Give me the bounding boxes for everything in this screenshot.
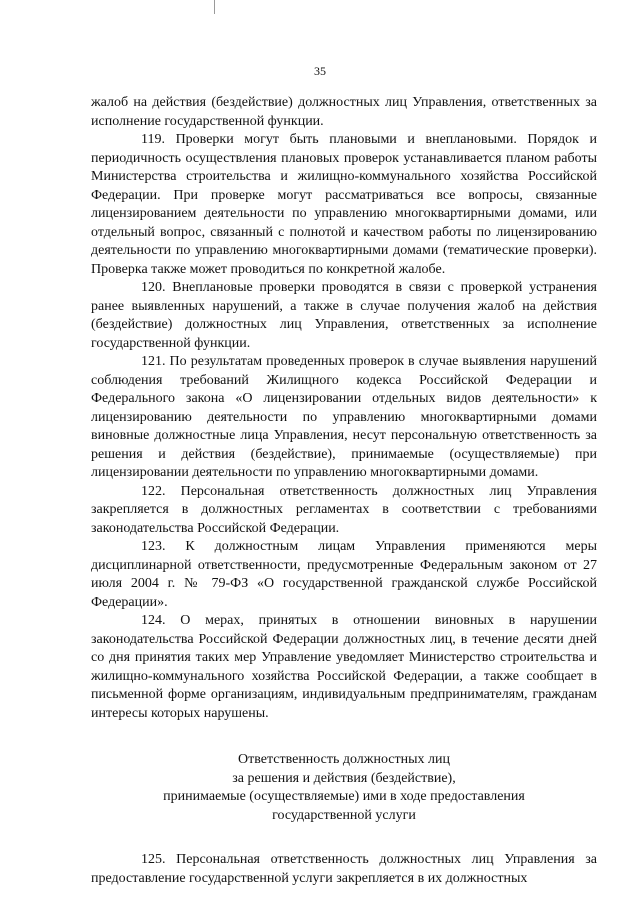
page-number: 35 bbox=[314, 64, 326, 78]
paragraph-123: 123. К должностным лицам Управления применяются меры дисциплинарной ответственности, предусмотренные Федеральным законом от 27 июля 2004 г. № 79-ФЗ «О государственной гражданской службе Российской Федерации». bbox=[91, 539, 597, 610]
paragraph-120: 120. Внеплановые проверки проводятся в связи с проверкой устранения ранее выявленных нарушений, а также в случае получения жалоб на действия (бездействие) должностных лиц Управления, ответственных за исполнение государственной функции. bbox=[91, 280, 597, 351]
section-heading-line: за решения и действия (бездействие), bbox=[232, 770, 456, 786]
document-body bbox=[91, 94, 597, 888]
paragraph-121: 121. По результатам проведенных проверок в случае выявления нарушений соблюдения требований Жилищного кодекса Российской Федерации и Федерального закона «О лицензировании отдельных видов деятельности» к лицензированию деятельности по управлению многоквартирными домами виновные должностные лица Управления, несут персональную ответственность за решения и действия (бездействие), принимаемые (осуществляемые) при лицензировании деятельности по управлению многоквартирными домами. bbox=[91, 354, 597, 480]
section-heading-line: государственной услуги bbox=[272, 807, 416, 823]
section-heading-line: принимаемые (осуществляемые) ими в ходе предоставления bbox=[163, 789, 525, 804]
paragraph-continuation: жалоб на действия (бездействие) должностных лиц Управления, ответственных за исполнение государственной функции. bbox=[91, 95, 597, 129]
paragraph-124: 124. О мерах, принятых в отношении виновных в нарушении законодательства Российской Федерации должностных лиц, в течение десяти дней со дня принятия таких мер Управление уведомляет Министерство строительства и жилищно-коммунального хозяйства Российской Федерации, а также сообщает в письменной форме организациям, индивидуальным предпринимателям, гражданам интересы которых нарушены. bbox=[91, 613, 597, 721]
section-heading bbox=[91, 751, 597, 825]
paragraph-122: 122. Персональная ответственность должностных лиц Управления закрепляется в должностных регламентах в соответствии с требованиями законодательства Российской Федерации. bbox=[91, 483, 597, 536]
paragraph-125: 125. Персональная ответственность должностных лиц Управления за предоставление государственной услуги закрепляется в их должностных bbox=[91, 852, 597, 886]
paragraph-119: 119. Проверки могут быть плановыми и внеплановыми. Порядок и периодичность осуществления плановых проверок устанавливается планом работы Министерства строительства и жилищно-коммунального хозяйства Российской Федерации. При проверке могут рассматриваться все вопросы, связанные лицензированием деятельности по управлению многоквартирными домами, или отдельный вопрос, связанный с полнотой и качеством работы по лицензированию деятельности по управлению многоквартирными домами (тематические проверки). Проверка также может проводиться по конкретной жалобе. bbox=[91, 132, 597, 277]
scan-artifact-line bbox=[214, 0, 215, 14]
section-heading-line: Ответственность должностных лиц bbox=[237, 752, 451, 767]
